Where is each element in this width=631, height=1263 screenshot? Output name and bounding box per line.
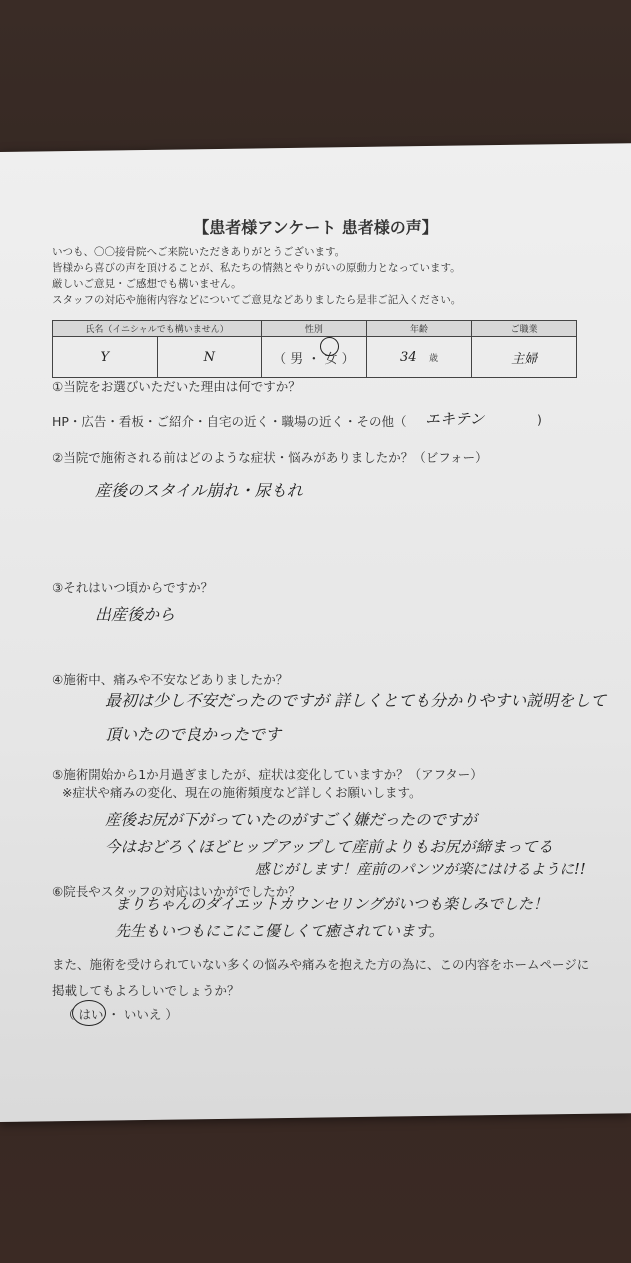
header-age: 年齢 [366,321,472,337]
q1-options: HP・広告・看板・ご紹介・自宅の近く・職場の近く・その他（ [52,414,407,429]
q5-answer-line2: 今はおどろくほどヒップアップして産前よりもお尻が締まってる [105,838,553,856]
q3-answer: 出産後から [95,605,176,624]
q4-answer-line2: 頂いたので良かったです [105,725,282,744]
respondent-info-table [52,320,577,378]
name-initial-first: Y [53,337,158,378]
q5-note: ※症状や痛みの変化、現在の施術頻度など詳しくお願いします。 [62,785,422,800]
q6-answer-line1: まりちゃんのダイエットカウンセリングがいつも楽しみでした！ [115,895,549,913]
publish-permission-choices: （ はい ・ いいえ ） [62,1007,178,1022]
intro-line: 皆様から喜びの声を頂けることが、私たちの情熱とやりがいの原動力となっています。 [52,262,461,274]
question-5: ⑤施術開始から1か月過ぎましたが、症状は変化していますか？（アフター） [52,767,483,782]
q1-answer: エキテン [425,410,485,428]
occupation-value: 主婦 [472,337,577,378]
q4-answer-line1: 最初は少し不安だったのですが 詳しくとても分かりやすい説明をして [105,691,607,710]
female-selection-circle [320,337,339,356]
intro-line: スタッフの対応や施術内容などについてご意見などありましたら是非ご記入ください。 [52,294,462,306]
closing-line2: 掲載してもよろしいでしょうか？ [52,983,240,998]
question-1: ①当院をお選びいただいた理由は何ですか？ [52,379,301,394]
q5-answer-line1: 産後お尻が下がっていたのがすごく嫌だったのですが [105,811,478,829]
age-field [366,337,472,378]
question-3: ③それはいつ頃からですか？ [52,580,214,595]
question-6: ⑥院長やスタッフの対応はいかがでしたか？ [52,884,301,899]
header-gender: 性別 [262,321,367,337]
question-2: ②当院で施術される前はどのような症状・悩みがありましたか？（ビフォー） [52,450,488,465]
gender-field: （ 男 ・ 女 ） [262,337,367,378]
intro-line: 厳しいご意見・ご感想でも構いません。 [52,278,242,290]
age-unit: 歳 [429,353,439,364]
closing-line1: また、施術を受けられていない多くの悩みや痛みを抱えた方の為に、この内容をホームページに [52,957,590,972]
yes-selection-circle [72,1000,106,1026]
name-initial-last: N [157,337,262,378]
q1-close-paren: ) [537,412,542,427]
age-value: 34 [400,349,417,365]
q6-answer-line2: 先生もいつもにこにこ優しくて癒されています。 [115,922,444,940]
q5-answer-line3: 感じがします！産前のパンツが楽にはけるように!! [255,862,586,878]
survey-title: 【患者様アンケート 患者様の声】 [193,218,438,237]
q2-answer: 産後のスタイル崩れ・尿もれ [95,481,303,500]
header-name: 氏名（イニシャルでも構いません） [53,321,262,337]
question-4: ④施術中、痛みや不安などありましたか？ [52,672,289,687]
header-occupation: ご職業 [472,321,577,337]
intro-line: いつも、〇〇接骨院へご来院いただきありがとうございます。 [52,246,346,258]
